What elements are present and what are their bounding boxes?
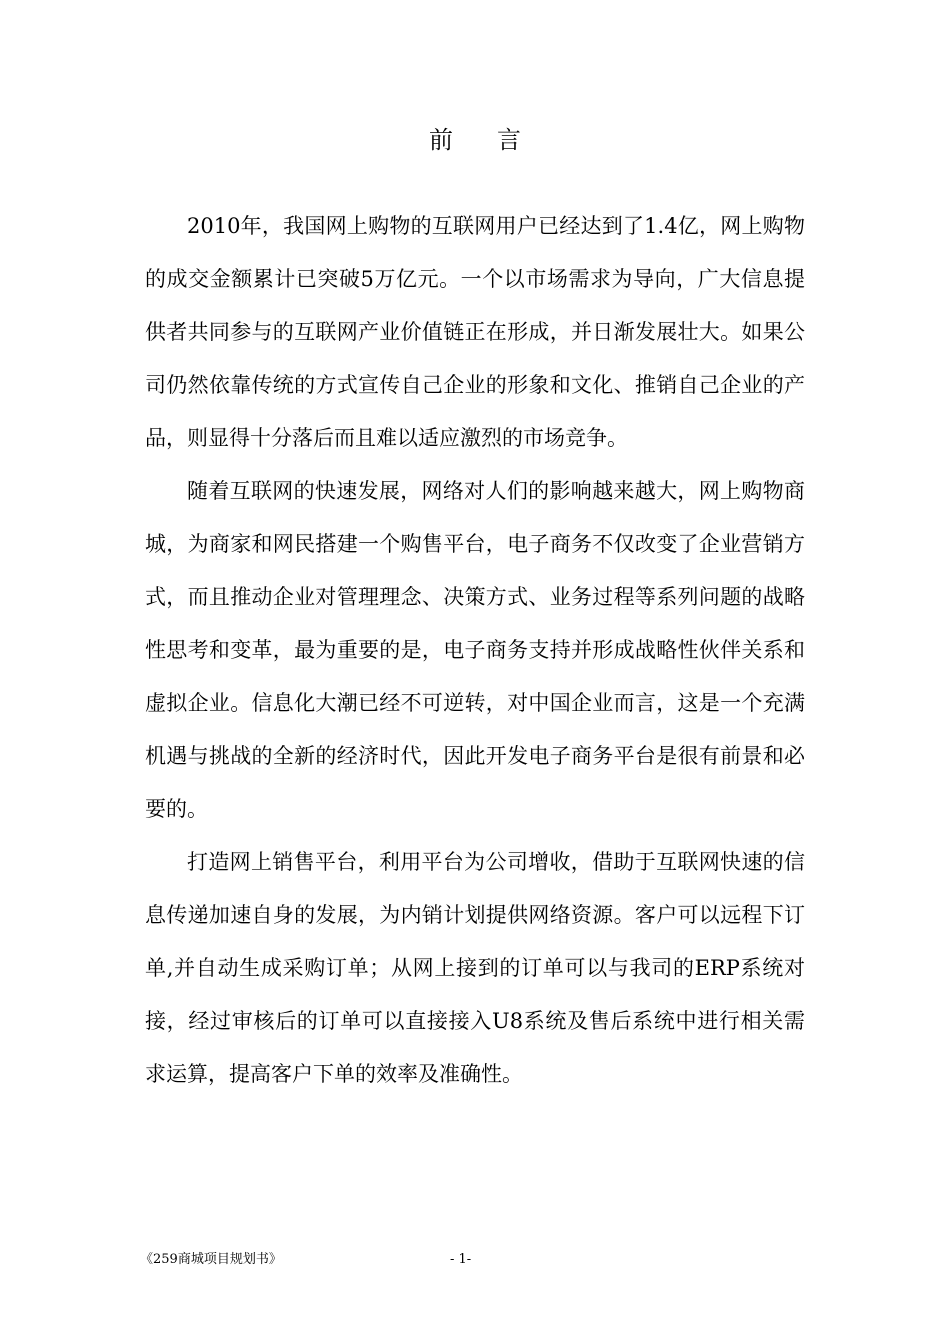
- footer-document-name: 《259商城项目规划书》: [140, 1252, 282, 1267]
- paragraph-1: 2010年，我国网上购物的互联网用户已经达到了1.4亿，网上购物的成交金额累计已突破5万亿元。一个以市场需求为导向，广大信息提供者共同参与的互联网产业价值链正在形成，并日渐发展壮大。如果公司仍然依靠传统的方式宣传自己企业的形象和文化、推销自己企业的产品，则显得十分落后而且难以适应激烈的市场竞争。: [145, 214, 805, 450]
- paragraph-3: 打造网上销售平台，利用平台为公司增收，借助于互联网快速的信息传递加速自身的发展，为内销计划提供网络资源。客户可以远程下订单,并自动生成采购订单；从网上接到的订单可以与我司的ERP系统对接，经过审核后的订单可以直接接入U8系统及售后系统中进行相关需求运算，提高客户下单的效率及准确性。: [145, 850, 805, 1086]
- title-char-1: 前: [429, 126, 453, 154]
- footer-page-number: - 1-: [450, 1252, 472, 1267]
- page-title: [0, 120, 950, 160]
- document-body: [145, 200, 805, 1101]
- paragraph-2: 随着互联网的快速发展，网络对人们的影响越来越大，网上购物商城，为商家和网民搭建一个购售平台，电子商务不仅改变了企业营销方式，而且推动企业对管理理念、决策方式、业务过程等系列问题的战略性思考和变革，最为重要的是，电子商务支持并形成战略性伙伴关系和虚拟企业。信息化大潮已经不可逆转，对中国企业而言，这是一个充满机遇与挑战的全新的经济时代，因此开发电子商务平台是很有前景和必要的。: [145, 479, 805, 821]
- title-char-2: 言: [497, 126, 521, 154]
- page-footer: [0, 1248, 950, 1272]
